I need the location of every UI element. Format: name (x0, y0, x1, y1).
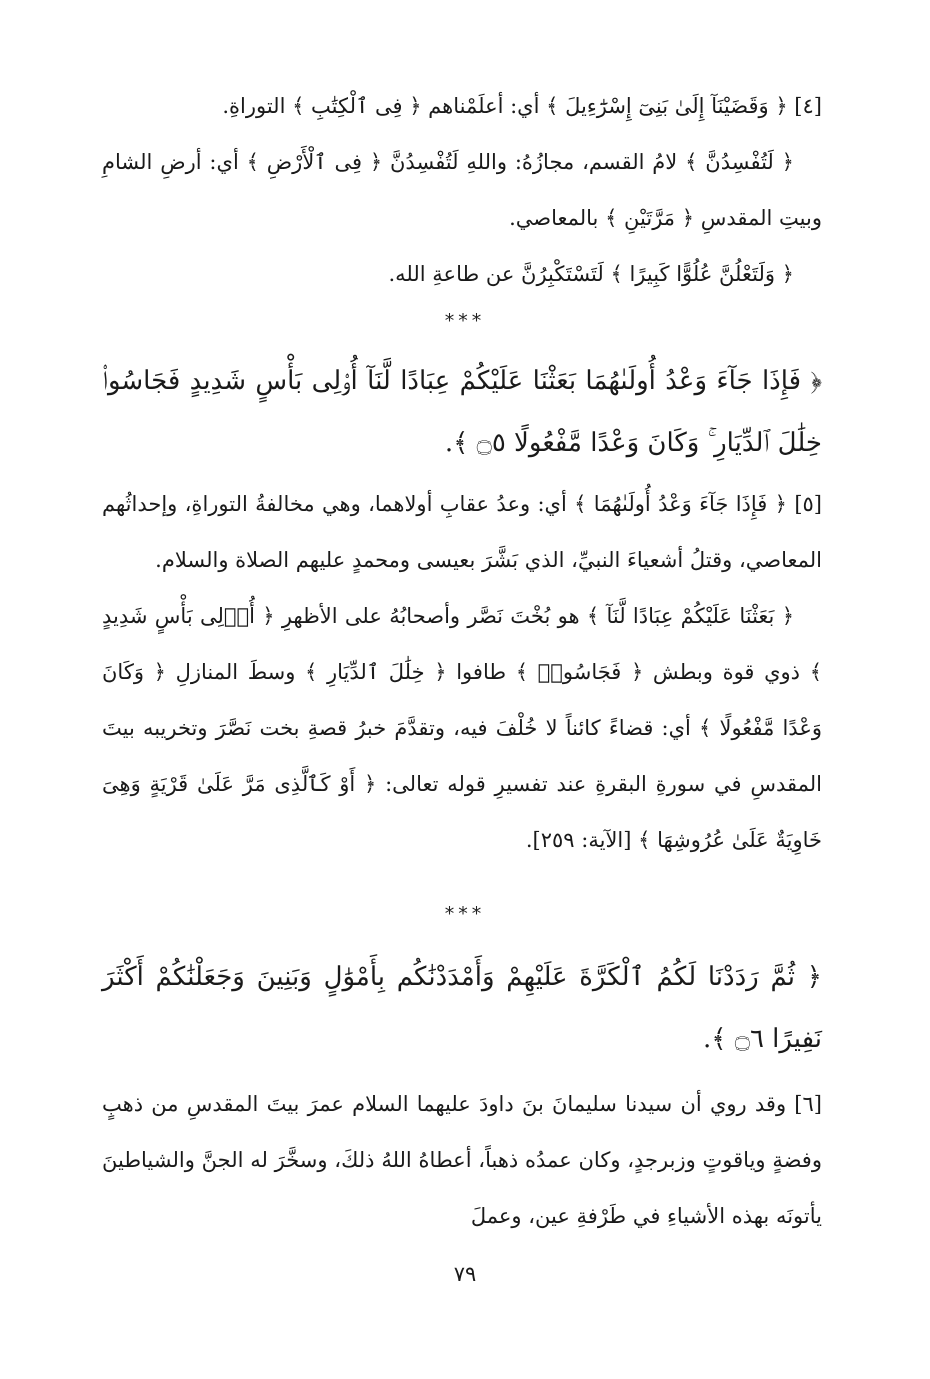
commentary-paragraph-5b: ﴿ بَعَثْنَا عَلَيْكُمْ عِبَادًا لَّنَآ ﴾ هو بُخْتَ نَصَّر وأصحابُهُ على الأظهرِ ﴿ أُو۟لِى بَأْسٍ شَدِيدٍ ﴾ ذوي قوة وبطش ﴿ فَجَاسُوا۟ ﴾ طافوا ﴿ خِلَٰلَ ٱلدِّيَارِ ﴾ وسطَ المنازلِ ﴿ وَكَانَ وَعْدًا مَّفْعُولًا ﴾ أي: قضاءً كائناً لا خُلْفَ فيه، وتقدَّمَ خبرُ قصةِ بخت نَصَّرَ وتخريبه بيتَ المقدسِ في سورةِ البقرةِ عند تفسيرِ قوله تعالى: ﴿ أَوْ كَٱلَّذِى مَرَّ عَلَىٰ قَرْيَةٍ وَهِىَ خَاوِيَةٌ عَلَىٰ عُرُوشِهَا ﴾ [الآية: ٢٥٩]. (102, 604, 822, 852)
section-separator: *** (444, 310, 486, 332)
section-separator: *** (444, 903, 486, 925)
commentary-paragraph-6: [٦] وقد روي أن سيدنا سليمانَ بنَ داودَ عليهما السلام عمرَ بيتَ المقدسِ من ذهبٍ وفضةٍ وياقوتٍ وزبرجدٍ، وكان عمدُه ذهباً، أعطاهُ اللهُ ذلكَ، وسخَّرَ له الجنَّ والشياطينَ يأتونَه بهذه الأشياءِ في طَرْفةِ عين، وعملَ (102, 1092, 822, 1228)
quran-verse-5: ﴿ فَإِذَا جَآءَ وَعْدُ أُولَىٰهُمَا بَعَثْنَا عَلَيْكُمْ عِبَادًا لَّنَآ أُو۟لِى بَأْسٍ شَدِيدٍ فَجَاسُوا۟ خِلَٰلَ ٱلدِّيَارِ ۚ وَكَانَ وَعْدًا مَّفْعُولًا ۝٥ ﴾. (102, 366, 822, 458)
quran-verse-6: ﴿ ثُمَّ رَدَدْنَا لَكُمُ ٱلْكَرَّةَ عَلَيْهِمْ وَأَمْدَدْنَٰكُم بِأَمْوَٰلٍ وَبَنِينَ وَجَعَلْنَٰكُمْ أَكْثَرَ نَفِيرًا ۝٦ ﴾. (102, 962, 822, 1054)
commentary-line-uluw: ﴿ وَلَتَعْلُنَّ عُلُوًّا كَبِيرًا ﴾ لَتَسْتَكْبِرُنَّ عن طاعةِ الله. (388, 262, 794, 286)
commentary-line-verse-4: [٤] ﴿ وَقَضَيْنَآ إِلَىٰ بَنِىٓ إِسْرَٰٓءِيلَ ﴾ أي: أعلَمْناهم ﴿ فِى ٱلْكِتَٰبِ ﴾ التوراةِ. (222, 94, 822, 118)
commentary-section-4 (102, 78, 822, 302)
commentary-section-6 (102, 1076, 822, 1244)
commentary-section-5 (102, 476, 822, 868)
page-number: ٧٩ (453, 1262, 477, 1286)
commentary-paragraph-5a: [٥] ﴿ فَإِذَا جَآءَ وَعْدُ أُولَىٰهُمَا ﴾ أي: وعدُ عقابِ أولاهما، وهي مخالفةُ التوراةِ، وإحداثُهم المعاصي، وقتلُ أشعياءَ النبيِّ، الذي بَشَّرَ بعيسى ومحمدٍ عليهم الصلاة والسلام. (102, 492, 822, 572)
commentary-line-lam-qasam: ﴿ لَتُفْسِدُنَّ ﴾ لامُ القسم، مجازُهُ: واللهِ لَتُفْسِدُنَّ ﴿ فِى ٱلْأَرْضِ ﴾ أي: أرضِ الشامِ وبيتِ المقدسِ ﴿ مَرَّتَيْنِ ﴾ بالمعاصي. (102, 150, 822, 230)
